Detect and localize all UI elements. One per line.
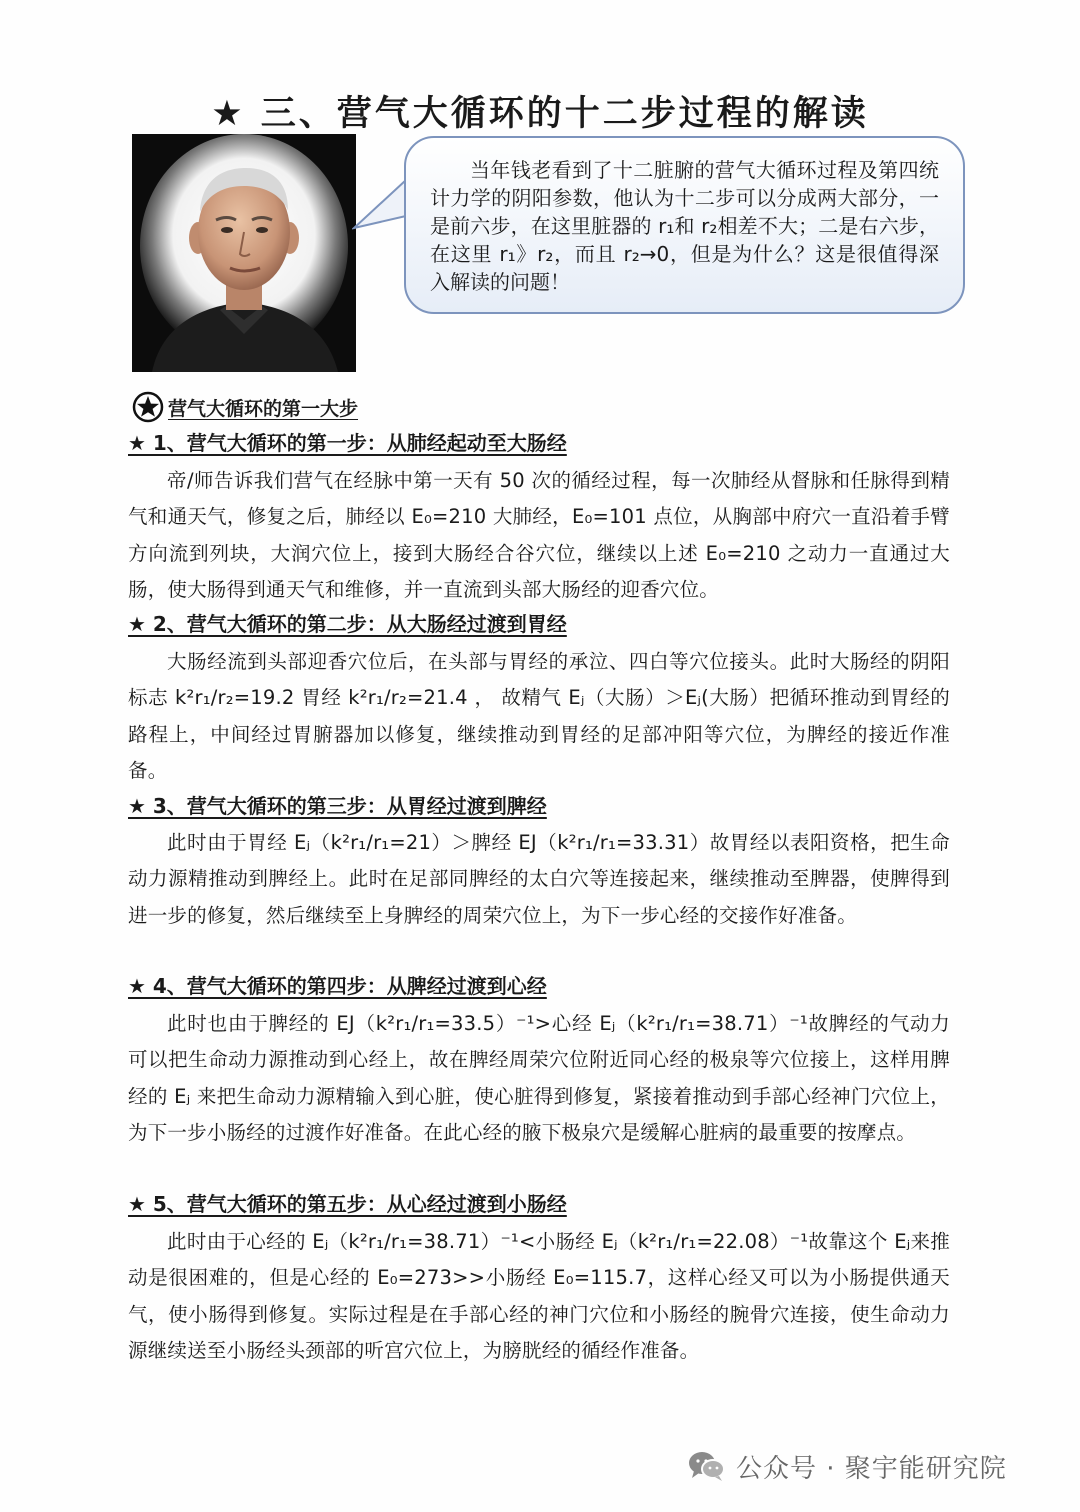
step-heading-1: ★ 1、营气大循环的第一步：从肺经起动至大肠经 xyxy=(128,431,567,455)
step-body-4: 此时也由于脾经的 EJ（k²r₁/r₁=33.5）⁻¹>心经 Eⱼ（k²r₁/r₁=38.71）⁻¹故脾经的气动力可以把生命动力源推动到心经上，故在脾经周荣穴位附近同心经的极泉等穴位接上，这样用脾经的 Eⱼ 来把生命动力源精输入到心脏，使心脏得到修复，紧接着推动到手部心经神门穴位上，为下一步小肠经的过渡作好准备。在此心经的腋下极泉穴是缓解心脏病的最重要的按摩点。 xyxy=(128,1012,950,1144)
section-heading-text: 营气大循环的第一大步 xyxy=(168,397,359,420)
speech-bubble xyxy=(404,136,965,314)
portrait-illustration xyxy=(132,134,356,372)
footer-text: 公众号 · 聚宇能研究院 xyxy=(736,1453,1007,1484)
page-title: ★ 三、营气大循环的十二步过程的解读 xyxy=(211,94,869,134)
circled-star-icon xyxy=(132,391,164,423)
step-body-5: 此时由于心经的 Eⱼ（k²r₁/r₁=38.71）⁻¹<小肠经 Eⱼ（k²r₁/r₁=22.08）⁻¹故靠这个 Eⱼ来推动是很困难的，但是心经的 E₀=273>>小肠经 E₀=115.7，这样心经又可以为小肠提供通天气，使小肠得到修复。实际过程是在手部心经的神门穴位和小肠经的腕骨穴连接，使生命动力源继续送至小肠经头颈部的听宫穴位上，为膀胱经的循经作准备。 xyxy=(128,1230,950,1362)
step-body-3: 此时由于胃经 Eⱼ（k²r₁/r₁=21）＞脾经 EJ（k²r₁/r₁=33.31）故胃经以表阳资格，把生命动力源精推动到脾经上。此时在足部同脾经的太白穴等连接起来，继续推动至脾器，使脾得到进一步的修复，然后继续至上身脾经的周荣穴位上，为下一步心经的交接作好准备。 xyxy=(128,831,950,927)
footer-watermark xyxy=(688,1446,1007,1486)
portrait-photo xyxy=(132,134,356,372)
step-heading-2: ★ 2、营气大循环的第二步：从大肠经过渡到胃经 xyxy=(128,612,567,636)
section-heading xyxy=(132,390,358,424)
step-heading-4: ★ 4、营气大循环的第四步：从脾经过渡到心经 xyxy=(128,974,547,998)
step-body-1: 帝/师告诉我们营气在经脉中第一天有 50 次的循经过程，每一次肺经从督脉和任脉得到精气和通天气，修复之后，肺经以 E₀=210 大肺经，E₀=101 点位，从胸部中府穴一直沿着手臂方向流到列块，大润穴位上，接到大肠经合谷穴位，继续以上述 E₀=210 之动力一直通过大肠，使大肠得到通天气和维修，并一直流到头部大肠经的迎香穴位。 xyxy=(128,469,950,601)
wechat-icon xyxy=(688,1450,726,1482)
callout-text: 当年钱老看到了十二脏腑的营气大循环过程及第四统计力学的阴阳参数，他认为十二步可以分成两大部分，一是前六步，在这里脏器的 r₁和 r₂相差不大；二是右六步，在这里 r₁》r₂，而且 r₂→0，但是为什么？这是很值得深入解读的问题！ xyxy=(430,158,939,294)
speech-bubble-tail xyxy=(352,176,408,236)
step-heading-3: ★ 3、营气大循环的第三步：从胃经过渡到脾经 xyxy=(128,794,547,818)
step-body-2: 大肠经流到头部迎香穴位后，在头部与胃经的承泣、四白等穴位接头。此时大肠经的阴阳标志 k²r₁/r₂=19.2 胃经 k²r₁/r₂=21.4 ， 故精气 Eⱼ（大肠）＞Eⱼ(大肠）把循环推动到胃经的路程上，中间经过胃腑器加以修复，继续推动到胃经的足部冲阳等穴位，为脾经的接近作准备。 xyxy=(128,650,950,782)
step-heading-5: ★ 5、营气大循环的第五步：从心经过渡到小肠经 xyxy=(128,1192,567,1216)
